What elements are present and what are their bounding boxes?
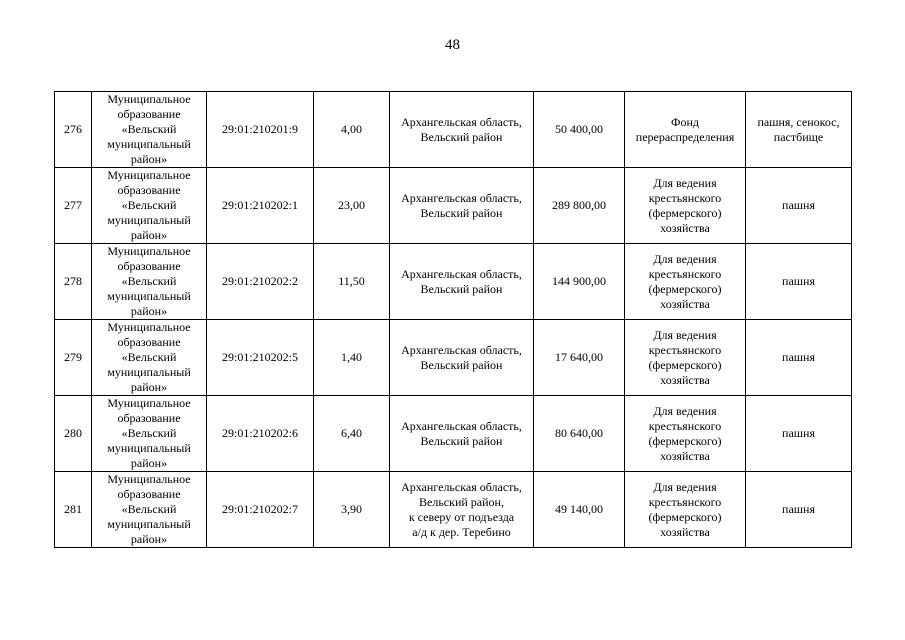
address-line: Вельский район [420,129,503,144]
cadastral-number: 29:01:210201:9 [207,92,314,168]
category-cell [625,396,746,472]
use-cell [746,472,852,548]
owner-line: муниципальный [107,441,191,455]
use-line: пашня [782,274,815,288]
category-line: Фонд [670,114,699,129]
cadastral-value: 17 640,00 [534,320,625,396]
address-line: Вельский район, [419,494,504,509]
owner-line: Муниципальное [107,472,191,486]
owner-line: образование [117,335,181,349]
address-line: Архангельская область, [401,266,522,281]
category-line: крестьянского [648,418,722,433]
area-value: 4,00 [314,92,390,168]
row-number: 279 [55,320,92,396]
area-value: 6,40 [314,396,390,472]
category-line: (фермерского) [648,281,722,296]
use-line: пашня [782,502,815,516]
owner-cell [92,92,207,168]
owner-line: муниципальный [107,289,191,303]
owner-line: Муниципальное [107,396,191,410]
area-value: 11,50 [314,244,390,320]
owner-line: Муниципальное [107,92,191,106]
owner-line: муниципальный [107,137,191,151]
address-cell [390,320,534,396]
address-line: Вельский район [420,357,503,372]
address-line: Архангельская область, [401,479,522,494]
category-line: Для ведения [653,327,717,342]
owner-cell [92,244,207,320]
owner-line: Муниципальное [107,320,191,334]
address-cell [390,472,534,548]
owner-line: образование [117,411,181,425]
row-number: 280 [55,396,92,472]
address-line: к северу от подъезда [408,509,515,524]
use-line: пашня, сенокос, [757,114,840,129]
table-row [55,244,852,320]
owner-line: «Вельский [121,274,177,288]
use-cell [746,244,852,320]
table-row [55,396,852,472]
use-cell [746,92,852,168]
owner-cell [92,472,207,548]
owner-line: образование [117,107,181,121]
category-line: Для ведения [653,479,717,494]
category-line: перераспределения [635,129,735,144]
address-cell [390,168,534,244]
category-cell [625,320,746,396]
row-number: 281 [55,472,92,548]
owner-line: муниципальный [107,517,191,531]
address-line: Вельский район [420,281,503,296]
category-line: (фермерского) [648,509,722,524]
address-cell [390,396,534,472]
use-line: пашня [782,198,815,212]
category-line: хозяйства [660,220,710,235]
area-value: 1,40 [314,320,390,396]
address-line: Архангельская область, [401,418,522,433]
category-line: хозяйства [660,524,710,539]
address-cell [390,244,534,320]
category-line: хозяйства [660,296,710,311]
owner-line: район» [130,532,168,546]
category-line: (фермерского) [648,205,722,220]
owner-line: район» [130,152,168,166]
category-line: крестьянского [648,494,722,509]
owner-line: образование [117,259,181,273]
cadastral-number: 29:01:210202:5 [207,320,314,396]
owner-line: район» [130,228,168,242]
use-line: пашня [782,426,815,440]
use-cell [746,168,852,244]
table-row [55,320,852,396]
category-line: Для ведения [653,403,717,418]
category-line: хозяйства [660,448,710,463]
address-line: Архангельская область, [401,114,522,129]
address-line: а/д к дер. Теребино [412,524,511,539]
address-line: Архангельская область, [401,342,522,357]
address-line: Вельский район [420,433,503,448]
use-cell [746,320,852,396]
page-number: 48 [445,37,460,53]
owner-line: муниципальный [107,365,191,379]
category-line: крестьянского [648,190,722,205]
address-cell [390,92,534,168]
owner-cell [92,396,207,472]
owner-line: образование [117,183,181,197]
table-row [55,168,852,244]
owner-line: «Вельский [121,198,177,212]
cadastral-number: 29:01:210202:1 [207,168,314,244]
owner-line: «Вельский [121,426,177,440]
owner-line: «Вельский [121,350,177,364]
row-number: 277 [55,168,92,244]
address-line: Архангельская область, [401,190,522,205]
owner-cell [92,168,207,244]
table-body [55,92,852,548]
category-cell [625,92,746,168]
row-number: 276 [55,92,92,168]
category-line: Для ведения [653,251,717,266]
land-plots-table [54,91,852,548]
owner-line: Муниципальное [107,244,191,258]
category-line: хозяйства [660,372,710,387]
owner-line: «Вельский [121,502,177,516]
cadastral-number: 29:01:210202:6 [207,396,314,472]
area-value: 23,00 [314,168,390,244]
cadastral-value: 80 640,00 [534,396,625,472]
owner-line: район» [130,304,168,318]
category-cell [625,472,746,548]
use-line: пастбище [773,129,824,144]
category-line: крестьянского [648,342,722,357]
cadastral-value: 49 140,00 [534,472,625,548]
owner-line: район» [130,380,168,394]
category-line: крестьянского [648,266,722,281]
use-line: пашня [782,350,815,364]
category-line: (фермерского) [648,357,722,372]
use-cell [746,396,852,472]
owner-line: образование [117,487,181,501]
category-line: (фермерского) [648,433,722,448]
area-value: 3,90 [314,472,390,548]
cadastral-number: 29:01:210202:2 [207,244,314,320]
address-line: Вельский район [420,205,503,220]
category-cell [625,168,746,244]
owner-line: район» [130,456,168,470]
owner-line: Муниципальное [107,168,191,182]
owner-cell [92,320,207,396]
cadastral-value: 144 900,00 [534,244,625,320]
cadastral-number: 29:01:210202:7 [207,472,314,548]
owner-line: муниципальный [107,213,191,227]
row-number: 278 [55,244,92,320]
cadastral-value: 50 400,00 [534,92,625,168]
category-line: Для ведения [653,175,717,190]
category-cell [625,244,746,320]
cadastral-value: 289 800,00 [534,168,625,244]
table-row [55,92,852,168]
table-row [55,472,852,548]
owner-line: «Вельский [121,122,177,136]
